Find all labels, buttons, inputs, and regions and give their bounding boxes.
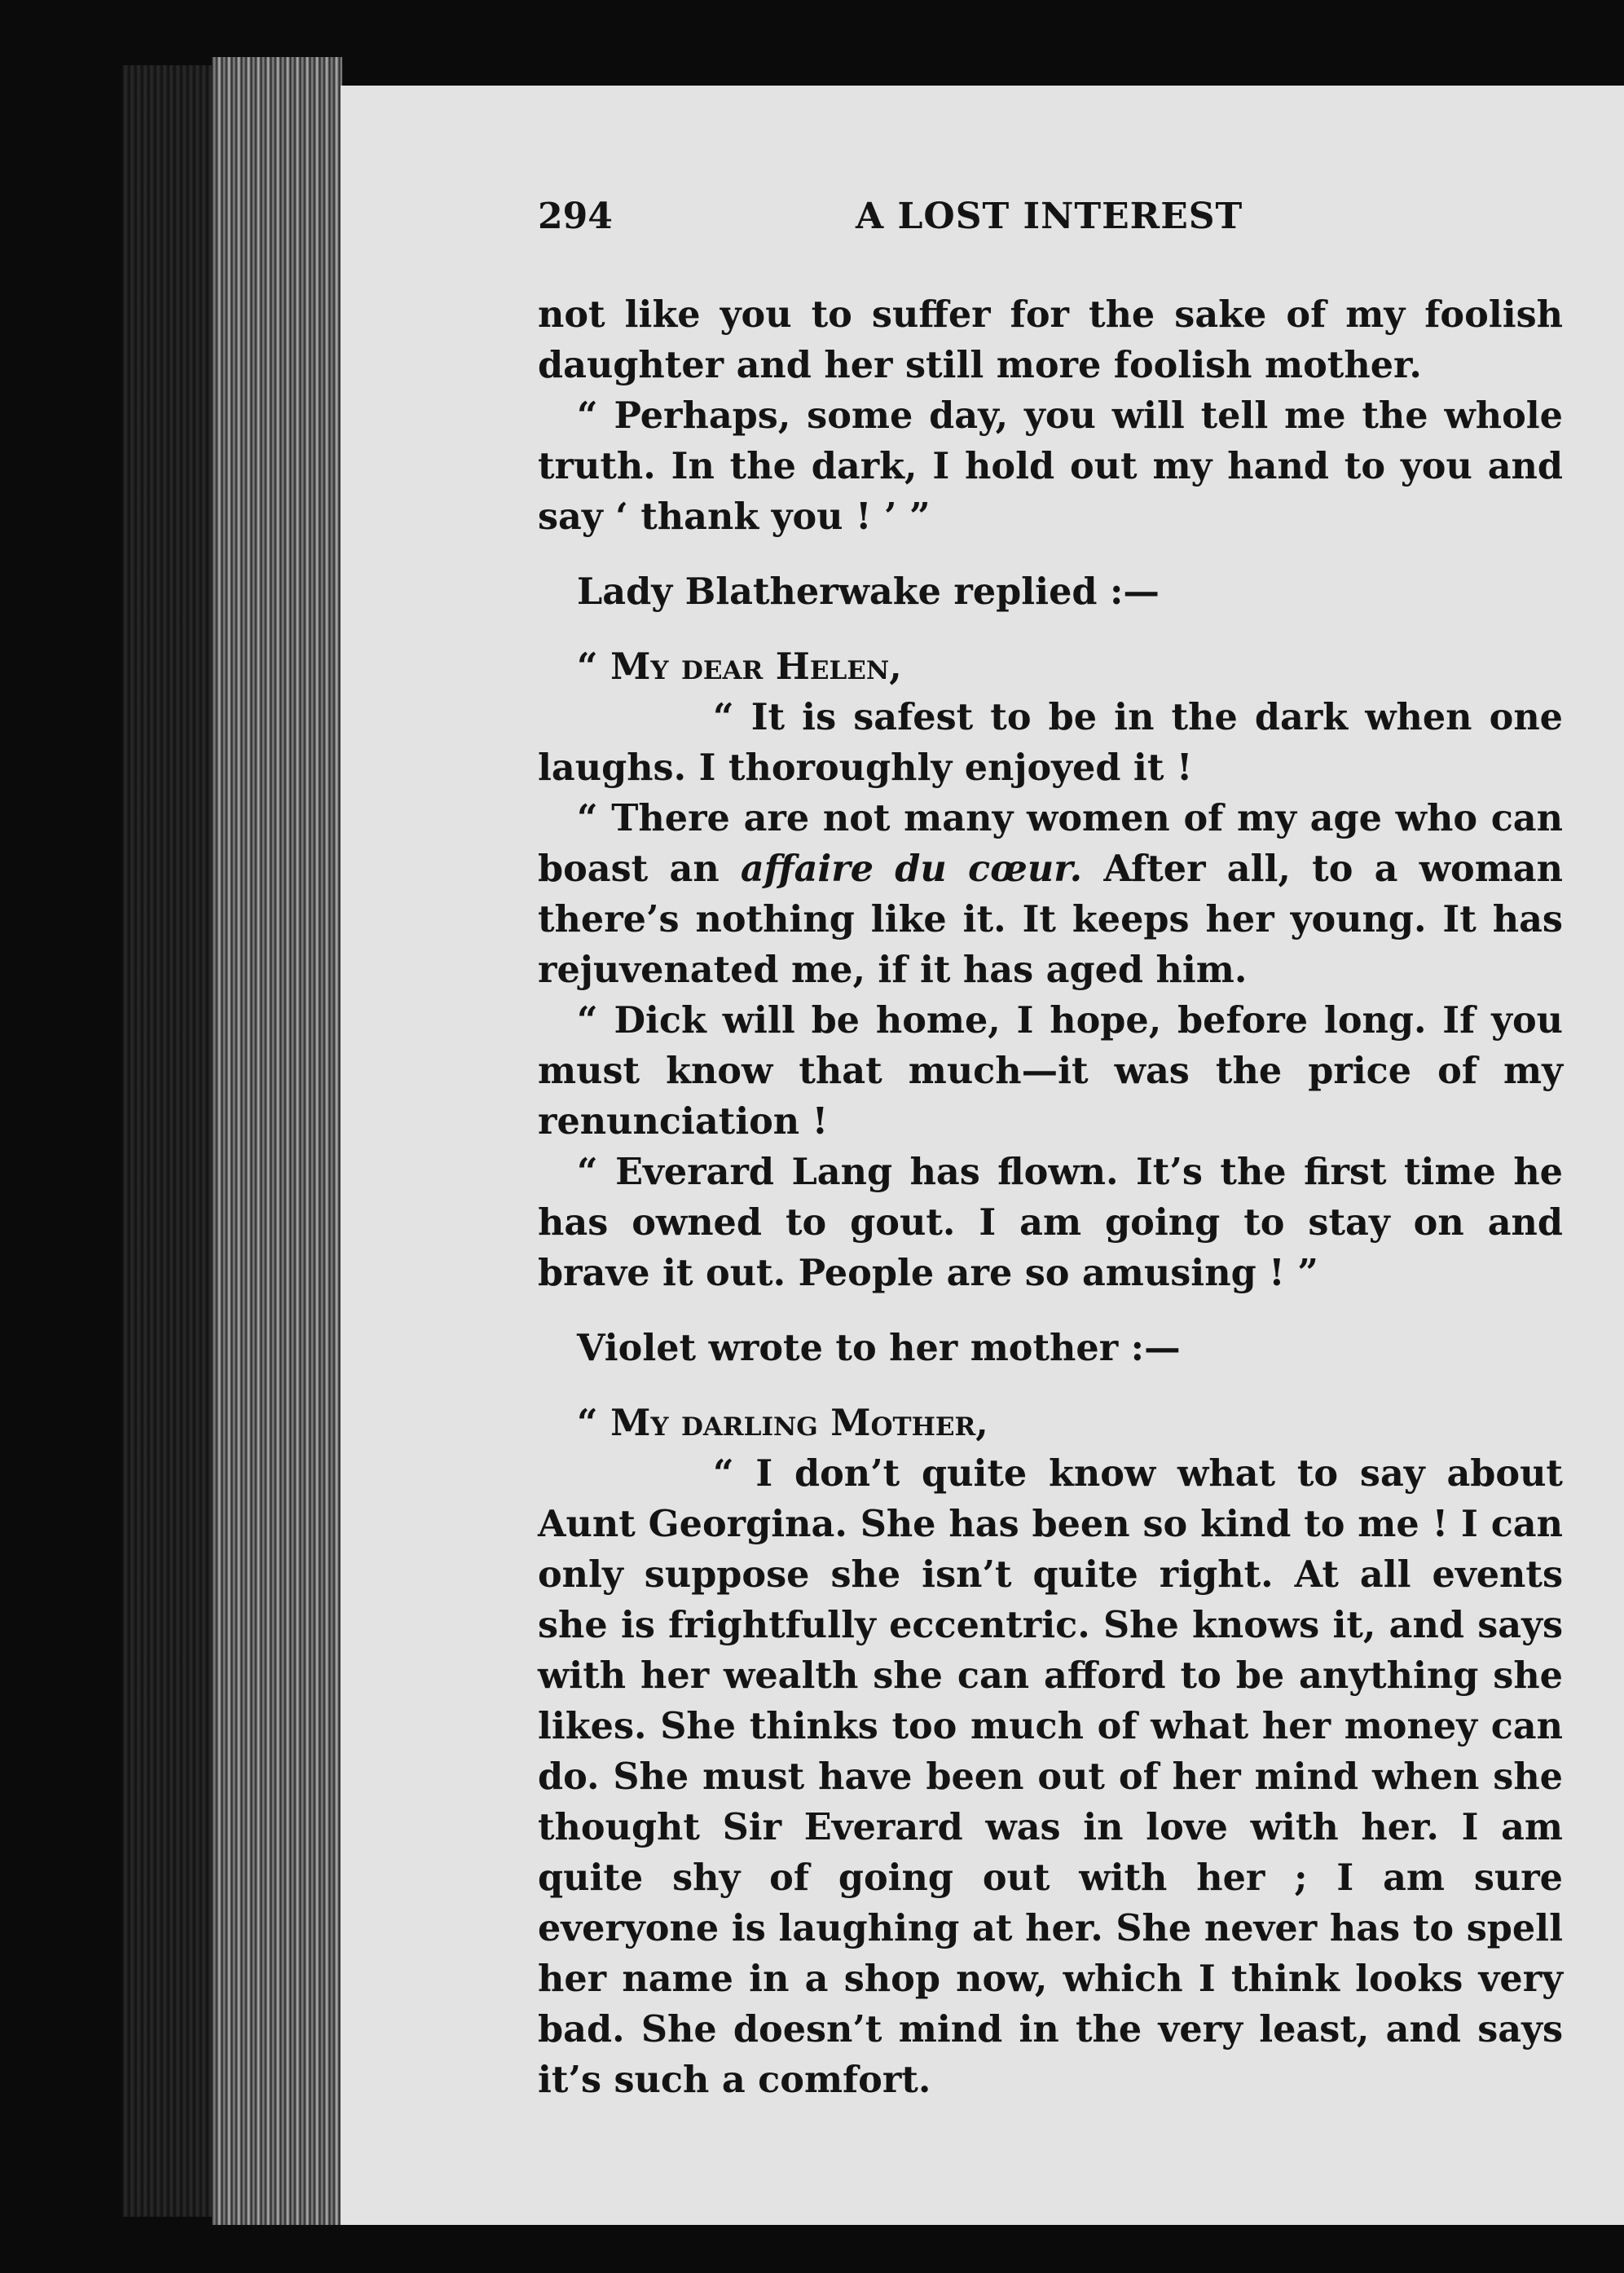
page-number: 294 <box>538 196 613 237</box>
page-edges <box>212 57 342 2225</box>
affaire-italic: affaire du cœur. <box>740 848 1083 890</box>
paragraph-continuation: not like you to suffer for the sake of my foolish daughter and her still more foolish mother. <box>538 293 1563 386</box>
paragraph-dick: “ Dick will be home, I hope, before long. If you must know that much—it was the price of my renunciation ! <box>538 999 1563 1143</box>
salutation-helen: “ My dear Helen, <box>577 645 902 688</box>
paragraph-violet-wrote: Violet wrote to her mother :— <box>577 1327 1181 1369</box>
paragraph-perhaps: “ Perhaps, some day, you will tell me the whole truth. In the dark, I hold out my hand to you and say ‘ thank you ! ’ ” <box>538 394 1563 538</box>
paragraph-safest: “ It is safest to be in the dark when one laughs. I thoroughly enjoyed it ! <box>538 696 1563 789</box>
paragraph-aunt-georgina: “ I don’t quite know what to say about Aunt Georgina. She has been so kind to me ! I can only suppose she isn’t quite right. At all events she is frightfully eccentric. She knows it, and says with her wealth she can afford to be anything she likes. She thinks too much of what her money can do. She must have been out of her mind when she thought Sir Everard was in love with her. I am quite shy of going out with her ; I am sure everyone is laughing at her. She never has to spell her name in a shop now, which I think looks very bad. She doesn’t mind in the very least, and says it’s such a comfort. <box>538 1452 1563 2101</box>
affaire-text-before: “ There are not many women of my age who can boast an <box>538 797 1563 890</box>
paragraph-everard: “ Everard Lang has flown. It’s the first time he has owned to gout. I am going to stay on and brave it out. People are so amusing ! ” <box>538 1151 1563 1294</box>
book-spine-shadow <box>122 65 220 2217</box>
paragraph-affaire <box>538 793 1563 995</box>
salutation-mother: “ My darling Mother, <box>577 1402 988 1444</box>
page-content <box>538 192 1563 2105</box>
running-head <box>538 192 1563 242</box>
paragraph-lady-replied: Lady Blatherwake replied :— <box>577 570 1160 613</box>
running-title: A LOST INTEREST <box>856 196 1243 237</box>
affaire-text-after: After all, to a woman there’s nothing like it. It keeps her young. It has rejuvenated me, if it has aged him. <box>538 848 1563 991</box>
